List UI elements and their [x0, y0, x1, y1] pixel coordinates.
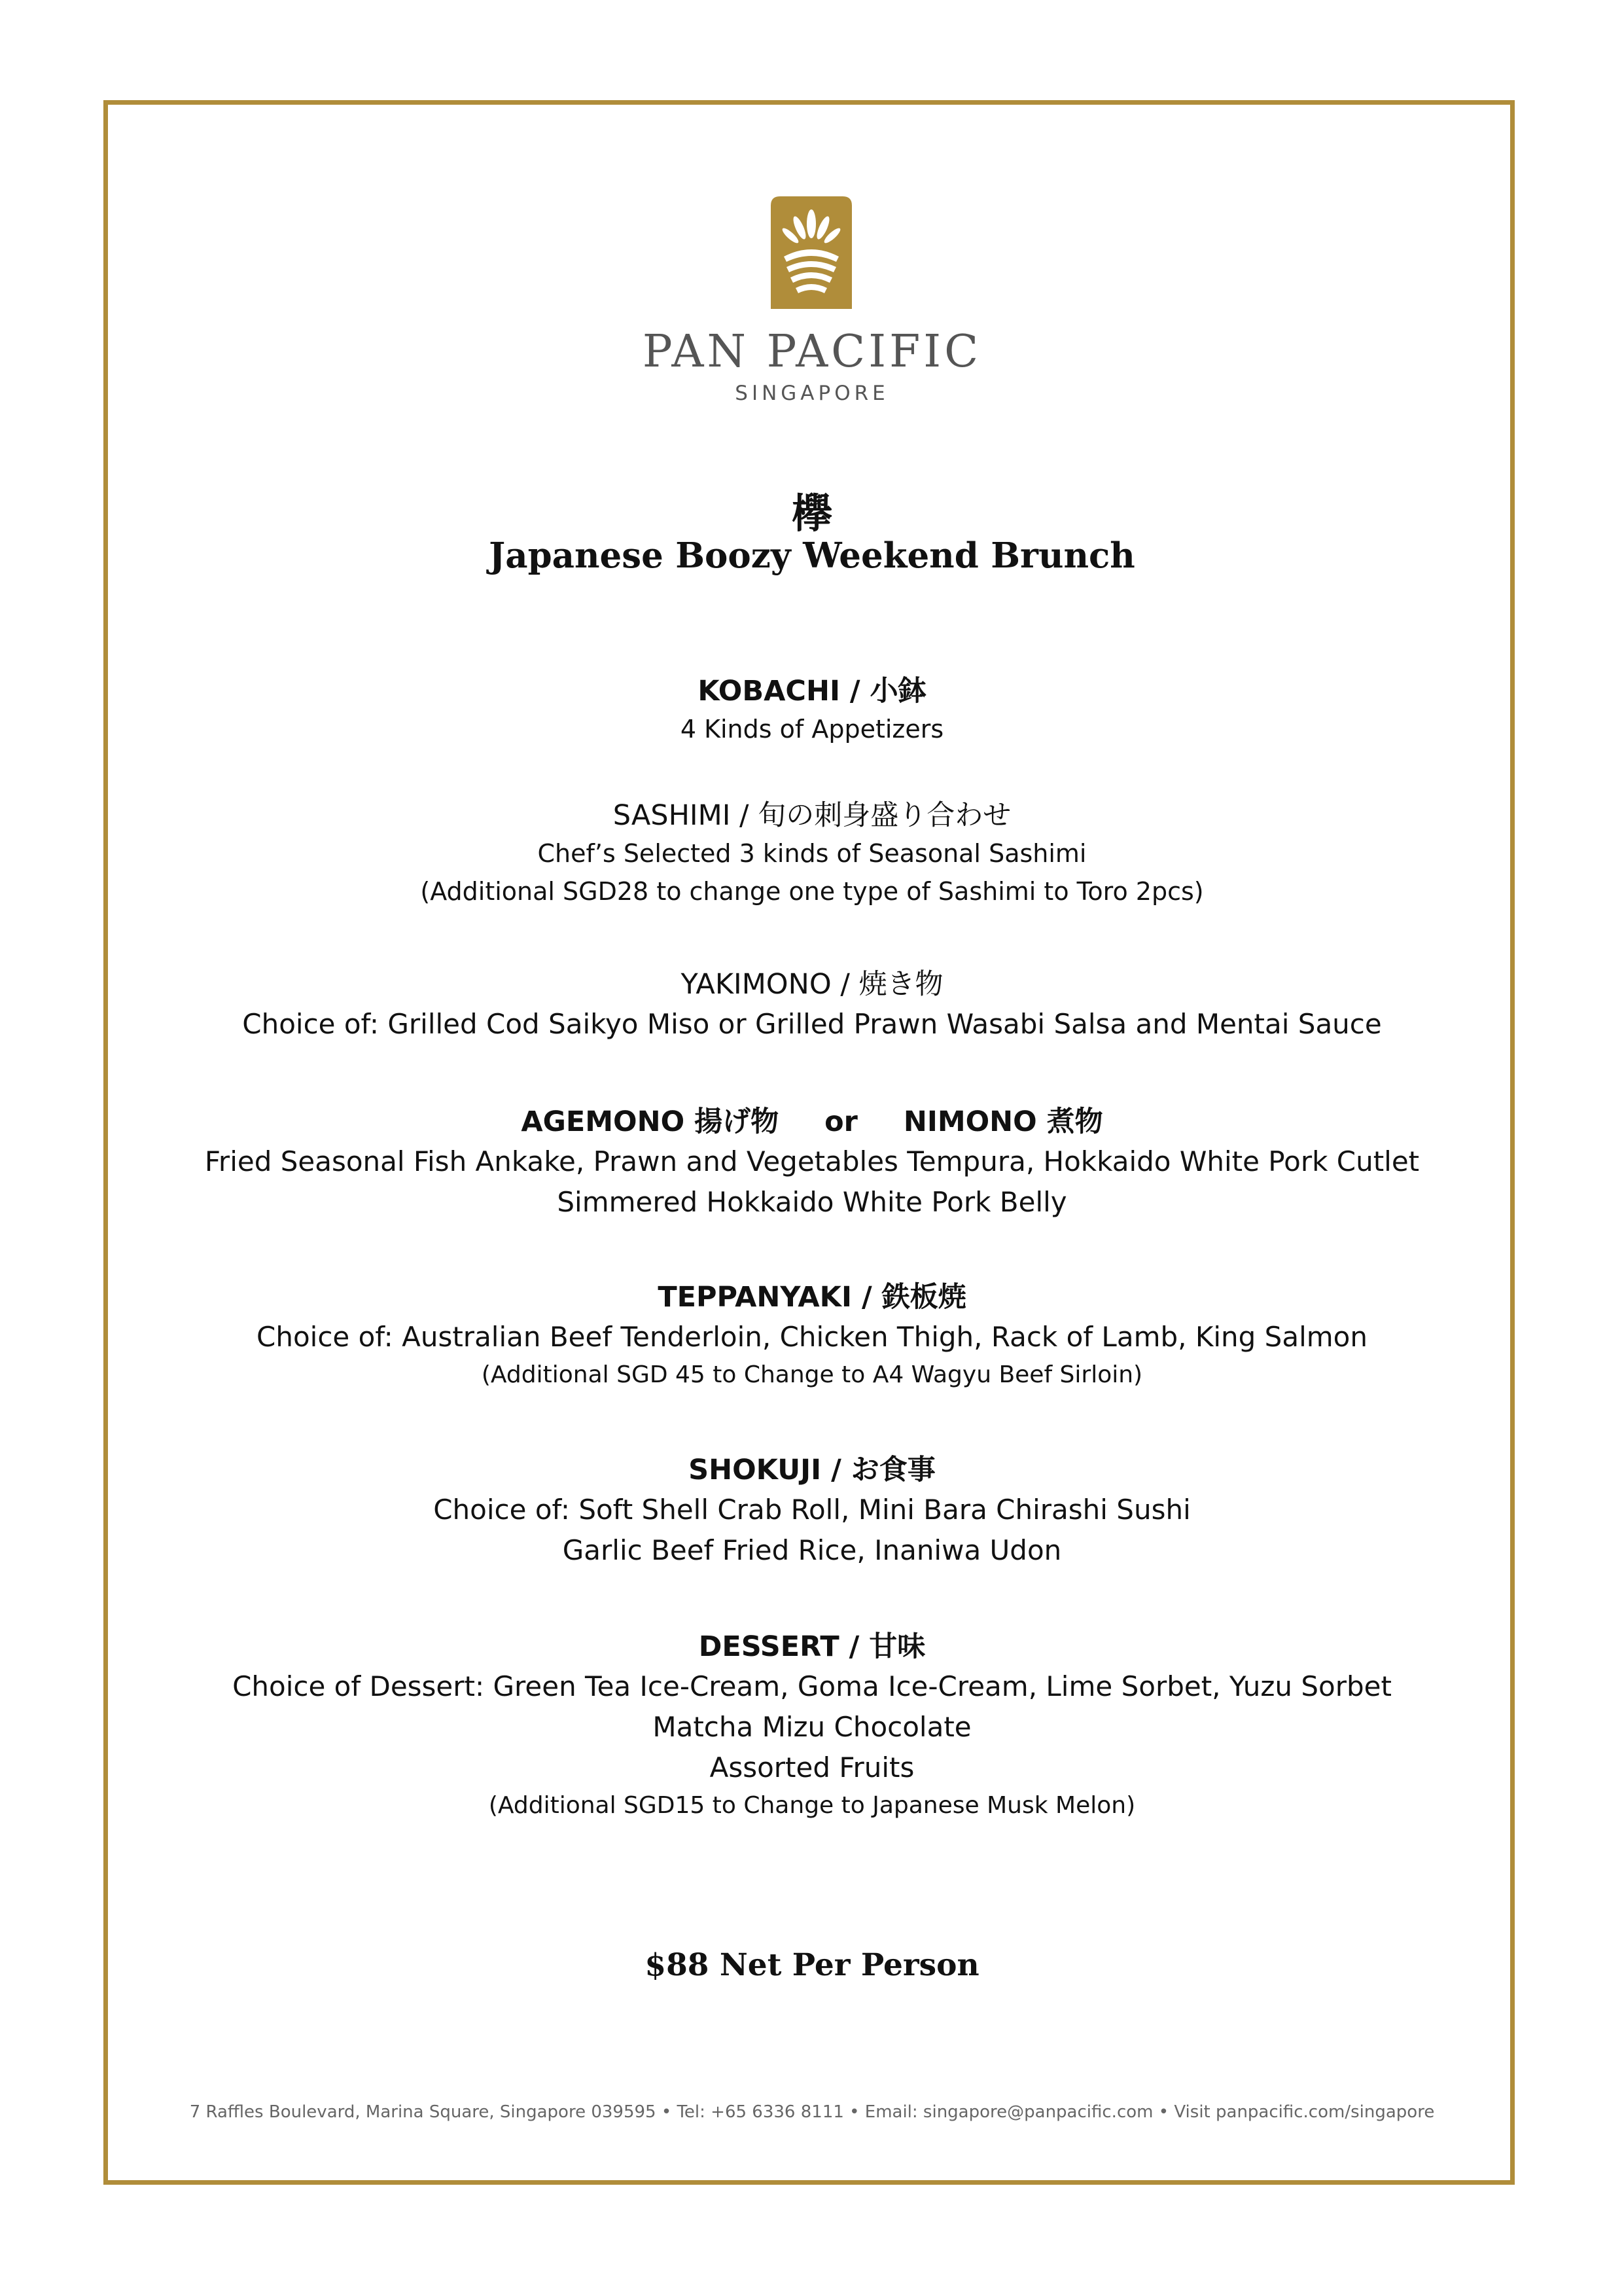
brand-city: SINGAPORE: [735, 382, 889, 405]
agemono-line-1: Fried Seasonal Fish Ankake, Prawn and Vegetables Tempura, Hokkaido White Pork Cutlet: [204, 1145, 1420, 1177]
kobachi-heading: KOBACHI / 小鉢: [697, 675, 927, 708]
dessert-line-2: Matcha Mizu Chocolate: [652, 1711, 972, 1743]
shokuji-heading: SHOKUJI / お食事: [688, 1454, 936, 1486]
shokuji-line-2: Garlic Beef Fried Rice, Inaniwa Udon: [562, 1534, 1062, 1566]
pan-pacific-fan-logo-icon: [771, 196, 852, 309]
footer-contact: 7 Raffles Boulevard, Marina Square, Singapore 039595 • Tel: +65 6336 8111 • Email: singapore@panpacific.com • Visit panpacific.com/singapore: [189, 2102, 1435, 2122]
dessert-line-4: (Additional SGD15 to Change to Japanese Musk Melon): [488, 1792, 1136, 1819]
nimono-jp-label: 煮物: [1046, 1105, 1103, 1138]
dessert-line-3: Assorted Fruits: [709, 1751, 915, 1784]
yakimono-line-1: Choice of: Grilled Cod Saikyo Miso or Grilled Prawn Wasabi Salsa and Mentai Sauce: [242, 1008, 1382, 1040]
shokuji-line-1: Choice of: Soft Shell Crab Roll, Mini Bara Chirashi Sushi: [433, 1494, 1191, 1526]
teppanyaki-line-1: Choice of: Australian Beef Tenderloin, Chicken Thigh, Rack of Lamb, King Salmon: [256, 1321, 1368, 1353]
dessert-heading: DESSERT / 甘味: [698, 1630, 926, 1663]
price: $88 Net Per Person: [644, 1947, 980, 1983]
kobachi-line-1: 4 Kinds of Appetizers: [680, 715, 944, 744]
sashimi-line-2: (Additional SGD28 to change one type of Sashimi to Toro 2pcs): [420, 877, 1204, 906]
agemono-nimono-heading: [0, 1100, 1624, 1139]
nimono-label: NIMONO: [903, 1105, 1037, 1138]
agemono-line-2: Simmered Hokkaido White Pork Belly: [557, 1186, 1067, 1218]
or-label: or: [824, 1105, 858, 1138]
teppanyaki-line-2: (Additional SGD 45 to Change to A4 Wagyu Beef Sirloin): [481, 1361, 1143, 1388]
yakimono-heading: YAKIMONO / 焼き物: [680, 968, 944, 1001]
page-border: [103, 100, 1515, 2185]
sashimi-line-1: Chef’s Selected 3 kinds of Seasonal Sashimi: [537, 839, 1087, 868]
menu-title: Japanese Boozy Weekend Brunch: [489, 535, 1135, 576]
sashimi-heading: SASHIMI / 旬の刺身盛り合わせ: [612, 799, 1012, 832]
kanji-title: 欅: [791, 490, 832, 537]
dessert-line-1: Choice of Dessert: Green Tea Ice-Cream, Goma Ice-Cream, Lime Sorbet, Yuzu Sorbet: [232, 1670, 1392, 1702]
teppanyaki-heading: TEPPANYAKI / 鉄板焼: [658, 1281, 966, 1314]
brand-name: PAN PACIFIC: [642, 326, 982, 378]
agemono-jp-label: 揚げ物: [694, 1105, 779, 1138]
agemono-label: AGEMONO: [521, 1105, 685, 1138]
